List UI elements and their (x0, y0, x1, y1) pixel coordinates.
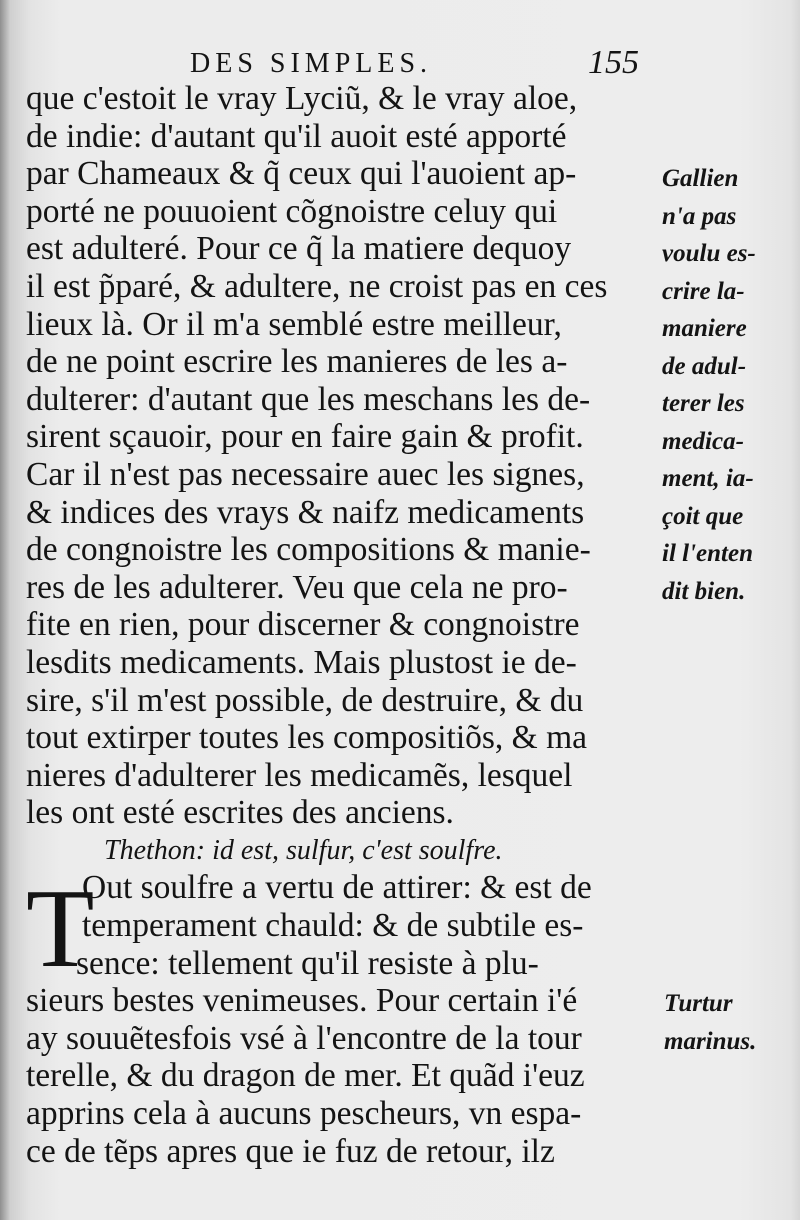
text-line: ay souuẽtesfois vsé à l'encontre de la tour (26, 1019, 582, 1057)
margin-note-line: dit bien. (662, 577, 746, 605)
text-line: Car il n'est pas necessaire auec les signes, (26, 455, 585, 493)
margin-note-turtur (664, 985, 800, 1060)
margin-note-line: voulu es- (662, 240, 756, 267)
text-line: fite en rien, pour discerner & congnoistre (26, 606, 580, 644)
text-line: terelle, & du dragon de mer. Et quãd i'euz (26, 1057, 585, 1095)
running-head: DES SIMPLES. (190, 48, 433, 79)
text-line: Out soulfre a vertu de attirer: & est de (82, 869, 592, 907)
margin-note-line: Turtur (664, 990, 733, 1017)
margin-note-line: de adul- (662, 352, 747, 380)
text-line: de congnoistre les compositions & manie- (26, 531, 591, 569)
text-line: les ont esté escrites des anciens. (26, 794, 454, 832)
margin-note-line: maniere (662, 315, 747, 342)
text-line: nieres d'adulterer les medicamẽs, lesquel (26, 756, 573, 794)
page-number: 155 (588, 44, 639, 81)
text-line: & indices des vrays & naifz medicaments (26, 493, 585, 531)
margin-note-line: crire la- (662, 277, 745, 305)
main-text-block (26, 80, 654, 1170)
text-line: sieurs bestes venimeuses. Pour certain i'é (26, 982, 578, 1020)
margin-note-line: n'a pas (662, 202, 737, 230)
text-line: res de les adulterer. Veu que cela ne pro- (26, 568, 568, 606)
text-line: lieux là. Or il m'a semblé estre meilleur, (26, 305, 562, 343)
dropcap-letter: T (26, 867, 95, 992)
text-line: apprins cela à aucuns pescheurs, vn espa- (26, 1095, 582, 1133)
margin-note-line: marinus. (664, 1027, 757, 1055)
margin-note-gallien (662, 160, 800, 610)
text-line: est adulteré. Pour ce q̃ la matiere dequoy (26, 230, 572, 268)
text-line: que c'estoit le vray Lyciũ, & le vray aloe, (26, 80, 578, 117)
margin-note-line: çoit que (662, 502, 744, 530)
margin-note-line: Gallien (662, 165, 739, 192)
margin-note-line: il l'enten (662, 540, 753, 567)
text-line: porté ne pouuoient cõgnoistre celuy qui (26, 192, 558, 230)
text-line: dulterer: d'autant que les meschans les de- (26, 380, 591, 418)
text-line: de indie: d'autant qu'il auoit esté apporté (26, 117, 567, 155)
margin-note-line: medica- (662, 427, 744, 455)
paragraph-with-dropcap (26, 869, 654, 1170)
text-line: sirent sçauoir, pour en faire gain & profit. (26, 418, 584, 456)
text-line: de ne point escrire les manieres de les a- (26, 343, 568, 381)
section-heading: Thethon: id est, sulfur, c'est soulfre. (104, 834, 503, 866)
text-line: tout extirper toutes les compositiõs, & ma (26, 719, 588, 757)
text-line: par Chameaux & q̃ ceux qui l'auoient ap- (26, 155, 577, 193)
text-line: il est p̃paré, & adultere, ne croist pas en ces (26, 267, 608, 305)
text-line: temperament chauld: & de subtile es- (82, 907, 584, 945)
text-line: lesdits medicaments. Mais plustost ie de- (26, 643, 577, 681)
text-line: sence: tellement qu'il resiste à plu- (76, 944, 539, 982)
margin-note-line: terer les (662, 390, 745, 417)
margin-note-line: ment, ia- (662, 465, 754, 492)
text-line: sire, s'il m'est possible, de destruire, & du (26, 681, 584, 719)
text-line: ce de tẽps apres que ie fuz de retour, ilz (26, 1132, 555, 1170)
